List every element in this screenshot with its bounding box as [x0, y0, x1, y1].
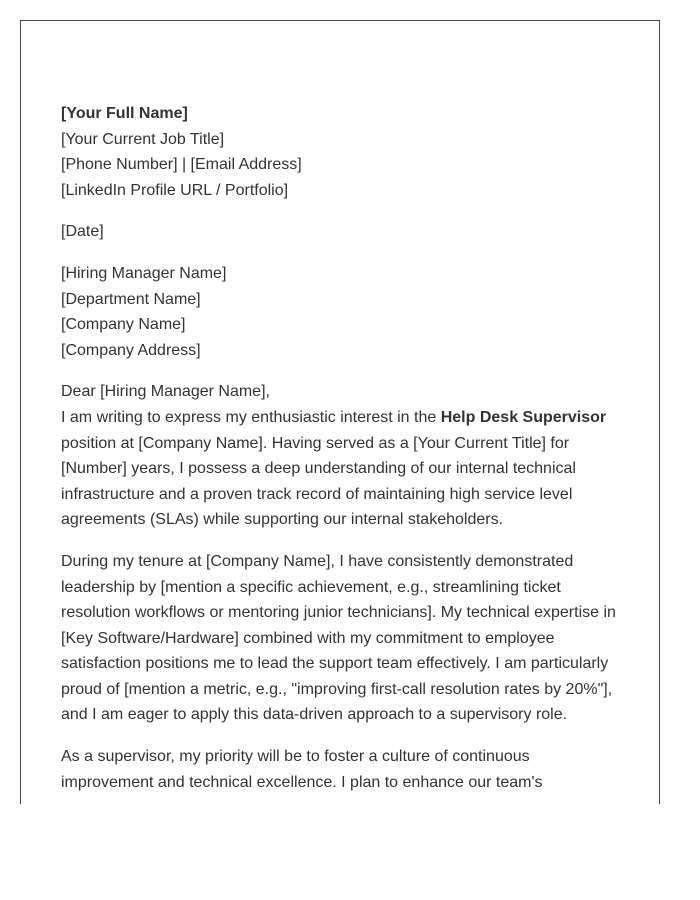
- recipient-block: [61, 261, 621, 363]
- letter-content: [61, 101, 621, 804]
- sender-contact: [Phone Number] | [Email Address]: [61, 156, 302, 174]
- sender-name: [Your Full Name]: [61, 105, 188, 122]
- recipient-department: [Department Name]: [61, 290, 201, 308]
- p1-role: Help Desk Supervisor: [440, 408, 607, 426]
- recipient-manager: [Hiring Manager Name]: [61, 264, 227, 282]
- letter-page: [20, 20, 660, 804]
- salutation: Dear [Hiring Manager Name],: [61, 383, 270, 401]
- body-paragraph-1: [61, 405, 621, 533]
- body-paragraph-2: During my tenure at [Company Name], I have consistently demonstrated leadership by [mention a specific achievement, e.g., streamlining ticket resolution workflows or mentoring junior technicians]. My technical expertise in [Key Software/Hardware] combined with my commitment to employee satisfaction positions me to lead the support team effectively. I am particularly proud of [mention a metric, e.g., "improving first-call resolution rates by 20%"], and I am eager to apply this data-driven approach to a supervisory role.: [61, 552, 616, 724]
- body-paragraph-3: As a supervisor, my priority will be to foster a culture of continuous improvement and technical excellence. I plan to enhance our team's: [61, 748, 543, 791]
- sender-linkedin: [LinkedIn Profile URL / Portfolio]: [61, 181, 289, 199]
- p1-after: position at [Company Name]. Having served as a [Your Current Title] for [Number] years, I possess a deep understanding of our internal technical infrastructure and a proven track record of maintaining high service level agreements (SLAs) while supporting our internal stakeholders.: [61, 434, 576, 529]
- recipient-company: [Company Name]: [61, 316, 186, 334]
- p1-before: I am writing to express my enthusiastic interest in the: [61, 408, 441, 426]
- sender-title: [Your Current Job Title]: [61, 130, 225, 148]
- letter-date: [Date]: [61, 223, 104, 241]
- recipient-address: [Company Address]: [61, 341, 201, 359]
- sender-block: [61, 101, 621, 203]
- date-block: [61, 219, 621, 245]
